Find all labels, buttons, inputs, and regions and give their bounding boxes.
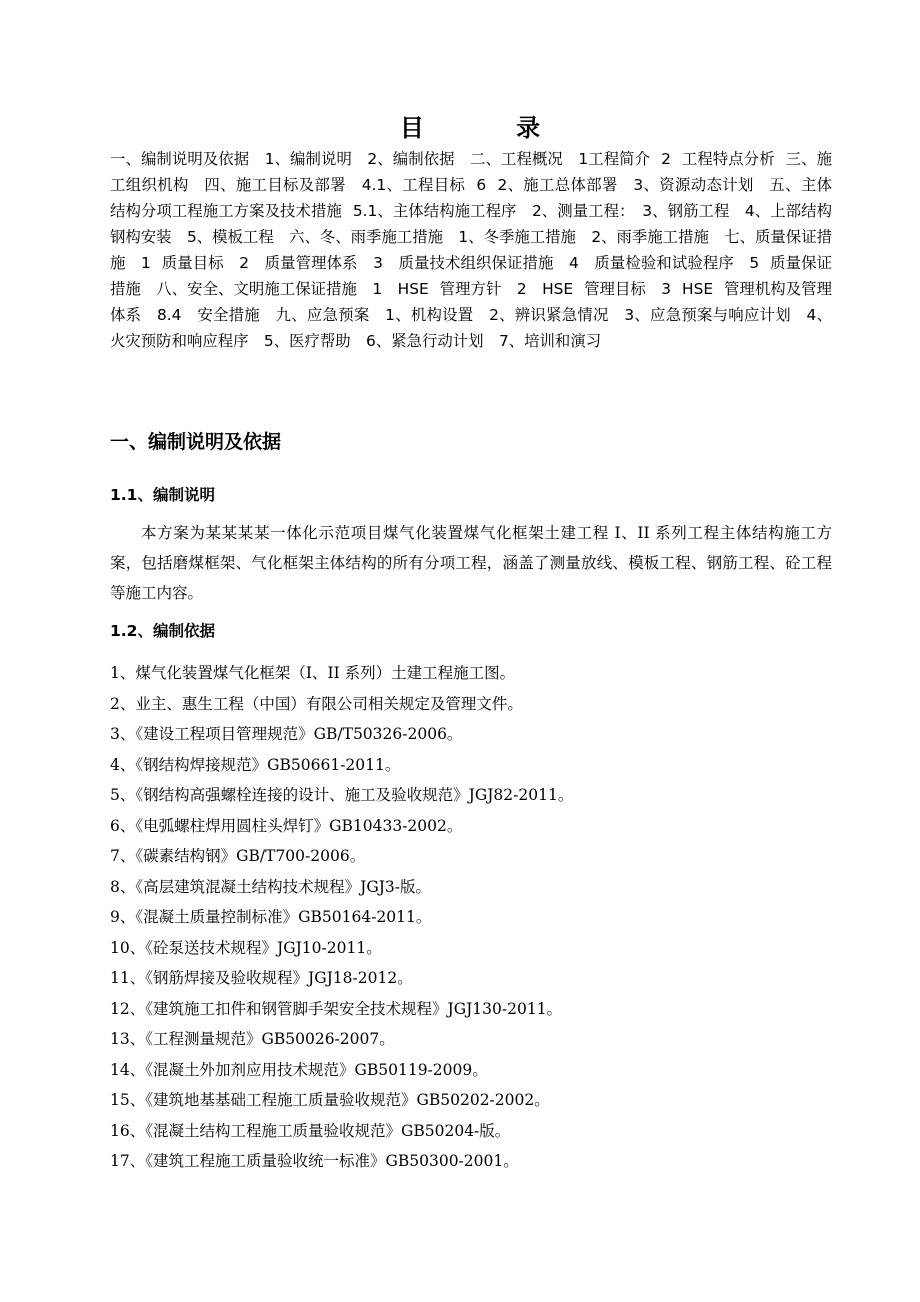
reference-item: 8、《高层建筑混凝土结构技术规程》JGJ3-版。 <box>110 877 432 896</box>
reference-item: 17、《建筑工程施工质量验收统一标准》GB50300-2001。 <box>110 1152 519 1170</box>
reference-item: 15、《建筑地基基础工程施工质量验收规范》GB50202-2002。 <box>110 1091 550 1109</box>
toc-text: 一、编制说明及依据 1、编制说明 2、编制依据 二、工程概况 1工程简介 2 工程特点分析 三、施工组织机构 四、施工目标及部署 4.1、工程目标 6 2、施工总体部署 3、资源动态计划 五、主体结构分项工程施工方案及技术措施 5.1、主体结构施工程序 2、测量工程： 3、钢筋工程 4、上部结构钢构安装 5、模板工程 六、冬、雨季施工措施 1、冬季施工措施 2、雨季施工措施 七、质量保证措施 1 质量目标 2 质量管理体系 3 质量技术组织保证措施 4 质量检验和试验程序 5 质量保证措施 八、安全、文明施工保证措施 1 HSE 管理方针 2 HSE 管理目标 3 HSE 管理机构及管理体系 8.4 安全措施 九、应急预案 1、机构设置 2、辨识紧急情况 3、应急预案与响应计划 4、火灾预防和响应程序 5、医疗帮助 6、紧急行动计划 7、培训和演习 <box>110 150 832 350</box>
section-heading-1-1: 1.1、编制说明 <box>110 486 215 504</box>
reference-item: 12、《建筑施工扣件和钢管脚手架安全技术规程》JGJ130-2011。 <box>110 999 563 1018</box>
reference-item: 3、《建设工程项目管理规范》GB/T50326-2006。 <box>110 725 463 743</box>
reference-item: 13、《工程测量规范》GB50026-2007。 <box>110 1030 395 1048</box>
reference-item: 5、《钢结构高强螺栓连接的设计、施工及验收规范》JGJ82-2011。 <box>110 786 574 804</box>
toc-title: 目 录 <box>399 114 583 142</box>
section-1-1-paragraph: 本方案为某某某某一体化示范项目煤气化装置煤气化框架土建工程 I、II 系列工程主体结构施工方案，包括磨煤框架、气化框架主体结构的所有分项工程，涵盖了测量放线、模板工程、钢筋工程、砼工程等施工内容。 <box>110 524 832 602</box>
reference-item: 16、《混凝土结构工程施工质量验收规范》GB50204-版。 <box>110 1121 511 1140</box>
reference-item: 2、业主、惠生工程（中国）有限公司相关规定及管理文件。 <box>110 694 523 713</box>
reference-item: 4、《钢结构焊接规范》GB50661-2011。 <box>110 755 401 774</box>
reference-item: 1、煤气化装置煤气化框架（I、II 系列）土建工程施工图。 <box>110 664 516 682</box>
section-heading-1: 一、编制说明及依据 <box>110 431 282 453</box>
section-heading-1-2: 1.2、编制依据 <box>110 622 215 640</box>
reference-item: 10、《砼泵送技术规程》JGJ10-2011。 <box>110 938 382 957</box>
reference-item: 9、《混凝土质量控制标准》GB50164-2011。 <box>110 908 432 926</box>
reference-item: 14、《混凝土外加剂应用技术规范》GB50119-2009。 <box>110 1060 488 1079</box>
reference-list <box>110 658 832 1177</box>
reference-item: 11、《钢筋焊接及验收规程》JGJ18-2012。 <box>110 969 413 987</box>
reference-item: 6、《电弧螺柱焊用圆柱头焊钉》GB10433-2002。 <box>110 816 463 835</box>
reference-item: 7、《碳素结构钢》GB/T700-2006。 <box>110 847 366 865</box>
